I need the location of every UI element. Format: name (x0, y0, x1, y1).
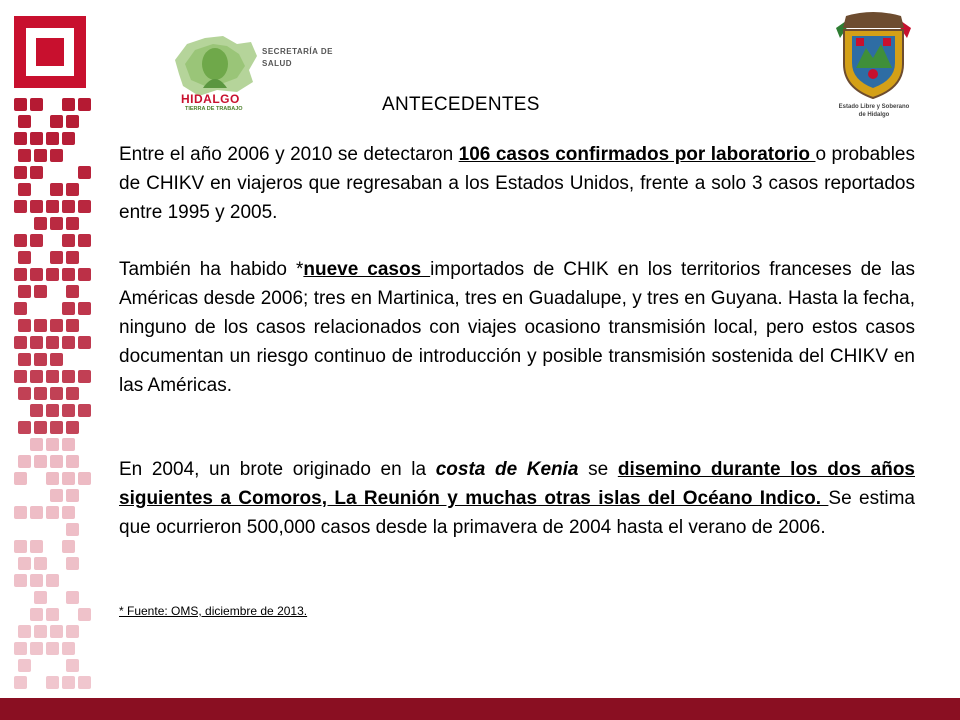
decorative-mosaic (0, 0, 110, 700)
mosaic-tile (34, 421, 47, 434)
mosaic-tile (34, 149, 47, 162)
mosaic-tile (30, 234, 43, 247)
hidalgo-tagline: TIERRA DE TRABAJO (185, 106, 243, 112)
mosaic-tile (18, 149, 31, 162)
mosaic-tile (18, 353, 31, 366)
mosaic-tile (14, 268, 27, 281)
mosaic-tile (30, 98, 43, 111)
mosaic-tile (30, 642, 43, 655)
mosaic-tile (78, 404, 91, 417)
mosaic-tile (14, 676, 27, 689)
paragraph-1 (119, 140, 915, 227)
mosaic-tile (14, 234, 27, 247)
coat-caption-line1: Estado Libre y Soberano (838, 104, 910, 110)
mosaic-tile (66, 319, 79, 332)
coat-of-arms-icon (826, 8, 921, 103)
mosaic-tile (50, 353, 63, 366)
p1-underlined-bold: 106 casos confirmados por laboratorio (458, 144, 816, 165)
mosaic-tile (78, 166, 91, 179)
p3-bold-italic: costa de Kenia (435, 459, 579, 480)
mosaic-tile (62, 132, 75, 145)
mosaic-tile (18, 183, 31, 196)
mosaic-tile (14, 302, 27, 315)
p3-text-1: En 2004, un brote originado en la (119, 459, 436, 480)
mosaic-tile (30, 506, 43, 519)
mosaic-tile (46, 506, 59, 519)
mosaic-tile (46, 642, 59, 655)
mosaic-tile (50, 625, 63, 638)
mosaic-tile (78, 234, 91, 247)
mosaic-tile (34, 591, 47, 604)
mosaic-tile (18, 285, 31, 298)
mosaic-tile (14, 540, 27, 553)
mosaic-tile (62, 370, 75, 383)
mosaic-tile (30, 132, 43, 145)
mosaic-tile (66, 387, 79, 400)
mosaic-tile (34, 625, 47, 638)
mosaic-tile (46, 574, 59, 587)
mosaic-tile (30, 200, 43, 213)
mosaic-tile (14, 574, 27, 587)
mosaic-tile (30, 608, 43, 621)
mosaic-tile (34, 387, 47, 400)
mosaic-tile (66, 591, 79, 604)
mosaic-tile (50, 455, 63, 468)
mosaic-tile (62, 540, 75, 553)
mosaic-tile (66, 625, 79, 638)
source-footnote: * Fuente: OMS, diciembre de 2013. (119, 604, 308, 618)
secretaria-line2: SALUD (262, 59, 293, 68)
coat-of-arms-caption (822, 103, 926, 119)
mosaic-tile (30, 540, 43, 553)
mosaic-tile (62, 506, 75, 519)
mosaic-tile (78, 268, 91, 281)
mosaic-tile (14, 472, 27, 485)
mosaic-tile (46, 132, 59, 145)
p2-text-1: También ha habido * (119, 259, 304, 280)
mosaic-tile (46, 676, 59, 689)
mosaic-tile (18, 421, 31, 434)
mosaic-tile (46, 336, 59, 349)
mosaic-tile (30, 268, 43, 281)
mosaic-tile (34, 319, 47, 332)
mosaic-tile (34, 455, 47, 468)
mosaic-tile (30, 574, 43, 587)
mosaic-tile (78, 336, 91, 349)
secretaria-text (262, 46, 333, 70)
mosaic-tile (50, 115, 63, 128)
mosaic-tile (78, 98, 91, 111)
mosaic-tile (66, 251, 79, 264)
mosaic-tile (62, 438, 75, 451)
mosaic-tile (78, 676, 91, 689)
mosaic-tile (46, 268, 59, 281)
mosaic-tile (18, 455, 31, 468)
mosaic-tile (66, 285, 79, 298)
mosaic-tile (78, 302, 91, 315)
hidalgo-map-portrait-icon (165, 30, 265, 100)
mosaic-tile (46, 608, 59, 621)
mosaic-tile (18, 557, 31, 570)
p3-underlined-bold: disemino durante los dos años siguientes a Comoros, La Reunión y muchas otras islas del Océano Indico. (119, 459, 915, 509)
mosaic-tile (18, 251, 31, 264)
paragraph-3 (119, 455, 915, 542)
mosaic-tile (18, 387, 31, 400)
mosaic-tile (34, 285, 47, 298)
mosaic-tile (34, 557, 47, 570)
bottom-bar (0, 698, 960, 720)
mosaic-tile (66, 183, 79, 196)
mosaic-tile (78, 200, 91, 213)
mosaic-tile (30, 370, 43, 383)
mosaic-tile (50, 387, 63, 400)
paragraph-2 (119, 255, 915, 400)
mosaic-tile (34, 217, 47, 230)
mosaic-tile (62, 642, 75, 655)
mosaic-tile (14, 132, 27, 145)
mosaic-tile (30, 438, 43, 451)
mosaic-tile (18, 625, 31, 638)
mosaic-tile (50, 421, 63, 434)
mosaic-tile (46, 200, 59, 213)
mosaic-tile (78, 370, 91, 383)
mosaic-tile (50, 319, 63, 332)
mosaic-tile (50, 489, 63, 502)
mosaic-tile (30, 166, 43, 179)
mosaic-tile (46, 438, 59, 451)
mosaic-tile (50, 183, 63, 196)
mosaic-tile (50, 149, 63, 162)
mosaic-tile (62, 404, 75, 417)
mosaic-tile (66, 523, 79, 536)
p2-underlined-bold: nueve casos (303, 259, 431, 280)
mosaic-tile (66, 557, 79, 570)
mosaic-tile (14, 200, 27, 213)
mosaic-tile (50, 217, 63, 230)
hidalgo-brand: HIDALGO (181, 92, 240, 106)
mosaic-tile (78, 472, 91, 485)
mosaic-tile (62, 234, 75, 247)
mosaic-tile (62, 676, 75, 689)
mosaic-tile (14, 506, 27, 519)
mosaic-tile (46, 472, 59, 485)
mosaic-tile (34, 353, 47, 366)
corner-square-logo (14, 16, 86, 88)
mosaic-tile (62, 472, 75, 485)
mosaic-tile (18, 659, 31, 672)
p1-text-2: o probables de CHIKV en viajeros que regresaban a los Estados Unidos, frente a solo 3 casos reportados entre 1995 y 2005. (119, 144, 915, 223)
mosaic-tile (14, 98, 27, 111)
mosaic-tile (46, 370, 59, 383)
mosaic-tile (14, 166, 27, 179)
mosaic-tile (66, 217, 79, 230)
mosaic-tile (18, 319, 31, 332)
p3-text-2: se (578, 459, 618, 480)
mosaic-tile (50, 251, 63, 264)
coat-of-arms-logo (826, 8, 921, 123)
mosaic-tile (66, 115, 79, 128)
mosaic-tile (18, 115, 31, 128)
mosaic-tile (78, 608, 91, 621)
secretaria-line1: SECRETARÍA DE (262, 47, 333, 56)
secretaria-salud-logo (165, 30, 355, 112)
mosaic-tile (14, 370, 27, 383)
mosaic-tile (66, 421, 79, 434)
mosaic-tile (66, 455, 79, 468)
mosaic-tile (66, 659, 79, 672)
mosaic-tile (30, 404, 43, 417)
mosaic-tile (62, 336, 75, 349)
page-title: ANTECEDENTES (382, 94, 540, 115)
mosaic-tile (46, 404, 59, 417)
p2-text-2: importados de CHIK en los territorios franceses de las Américas desde 2006; tres en Martinica, tres en Guadalupe, y tres en Guyana. Hasta la fecha, ninguno de los casos relacionados con viajes ocasiono transmisión local, pero estos casos documentan un riesgo continuo de introducción y posible transmisión sostenida del CHIKV en las Américas. (119, 259, 915, 396)
mosaic-tile (62, 98, 75, 111)
mosaic-tile (62, 302, 75, 315)
p1-text-1: Entre el año 2006 y 2010 se detectaron (119, 144, 459, 165)
mosaic-tile (14, 642, 27, 655)
mosaic-tile (62, 200, 75, 213)
coat-caption-line2: de Hidalgo (858, 112, 890, 118)
mosaic-tile (66, 489, 79, 502)
mosaic-tile (14, 336, 27, 349)
mosaic-tile (62, 268, 75, 281)
p3-text-3: Se estima que ocurrieron 500,000 casos desde la primavera de 2004 hasta el verano de 2006. (119, 488, 915, 538)
mosaic-tile (30, 336, 43, 349)
